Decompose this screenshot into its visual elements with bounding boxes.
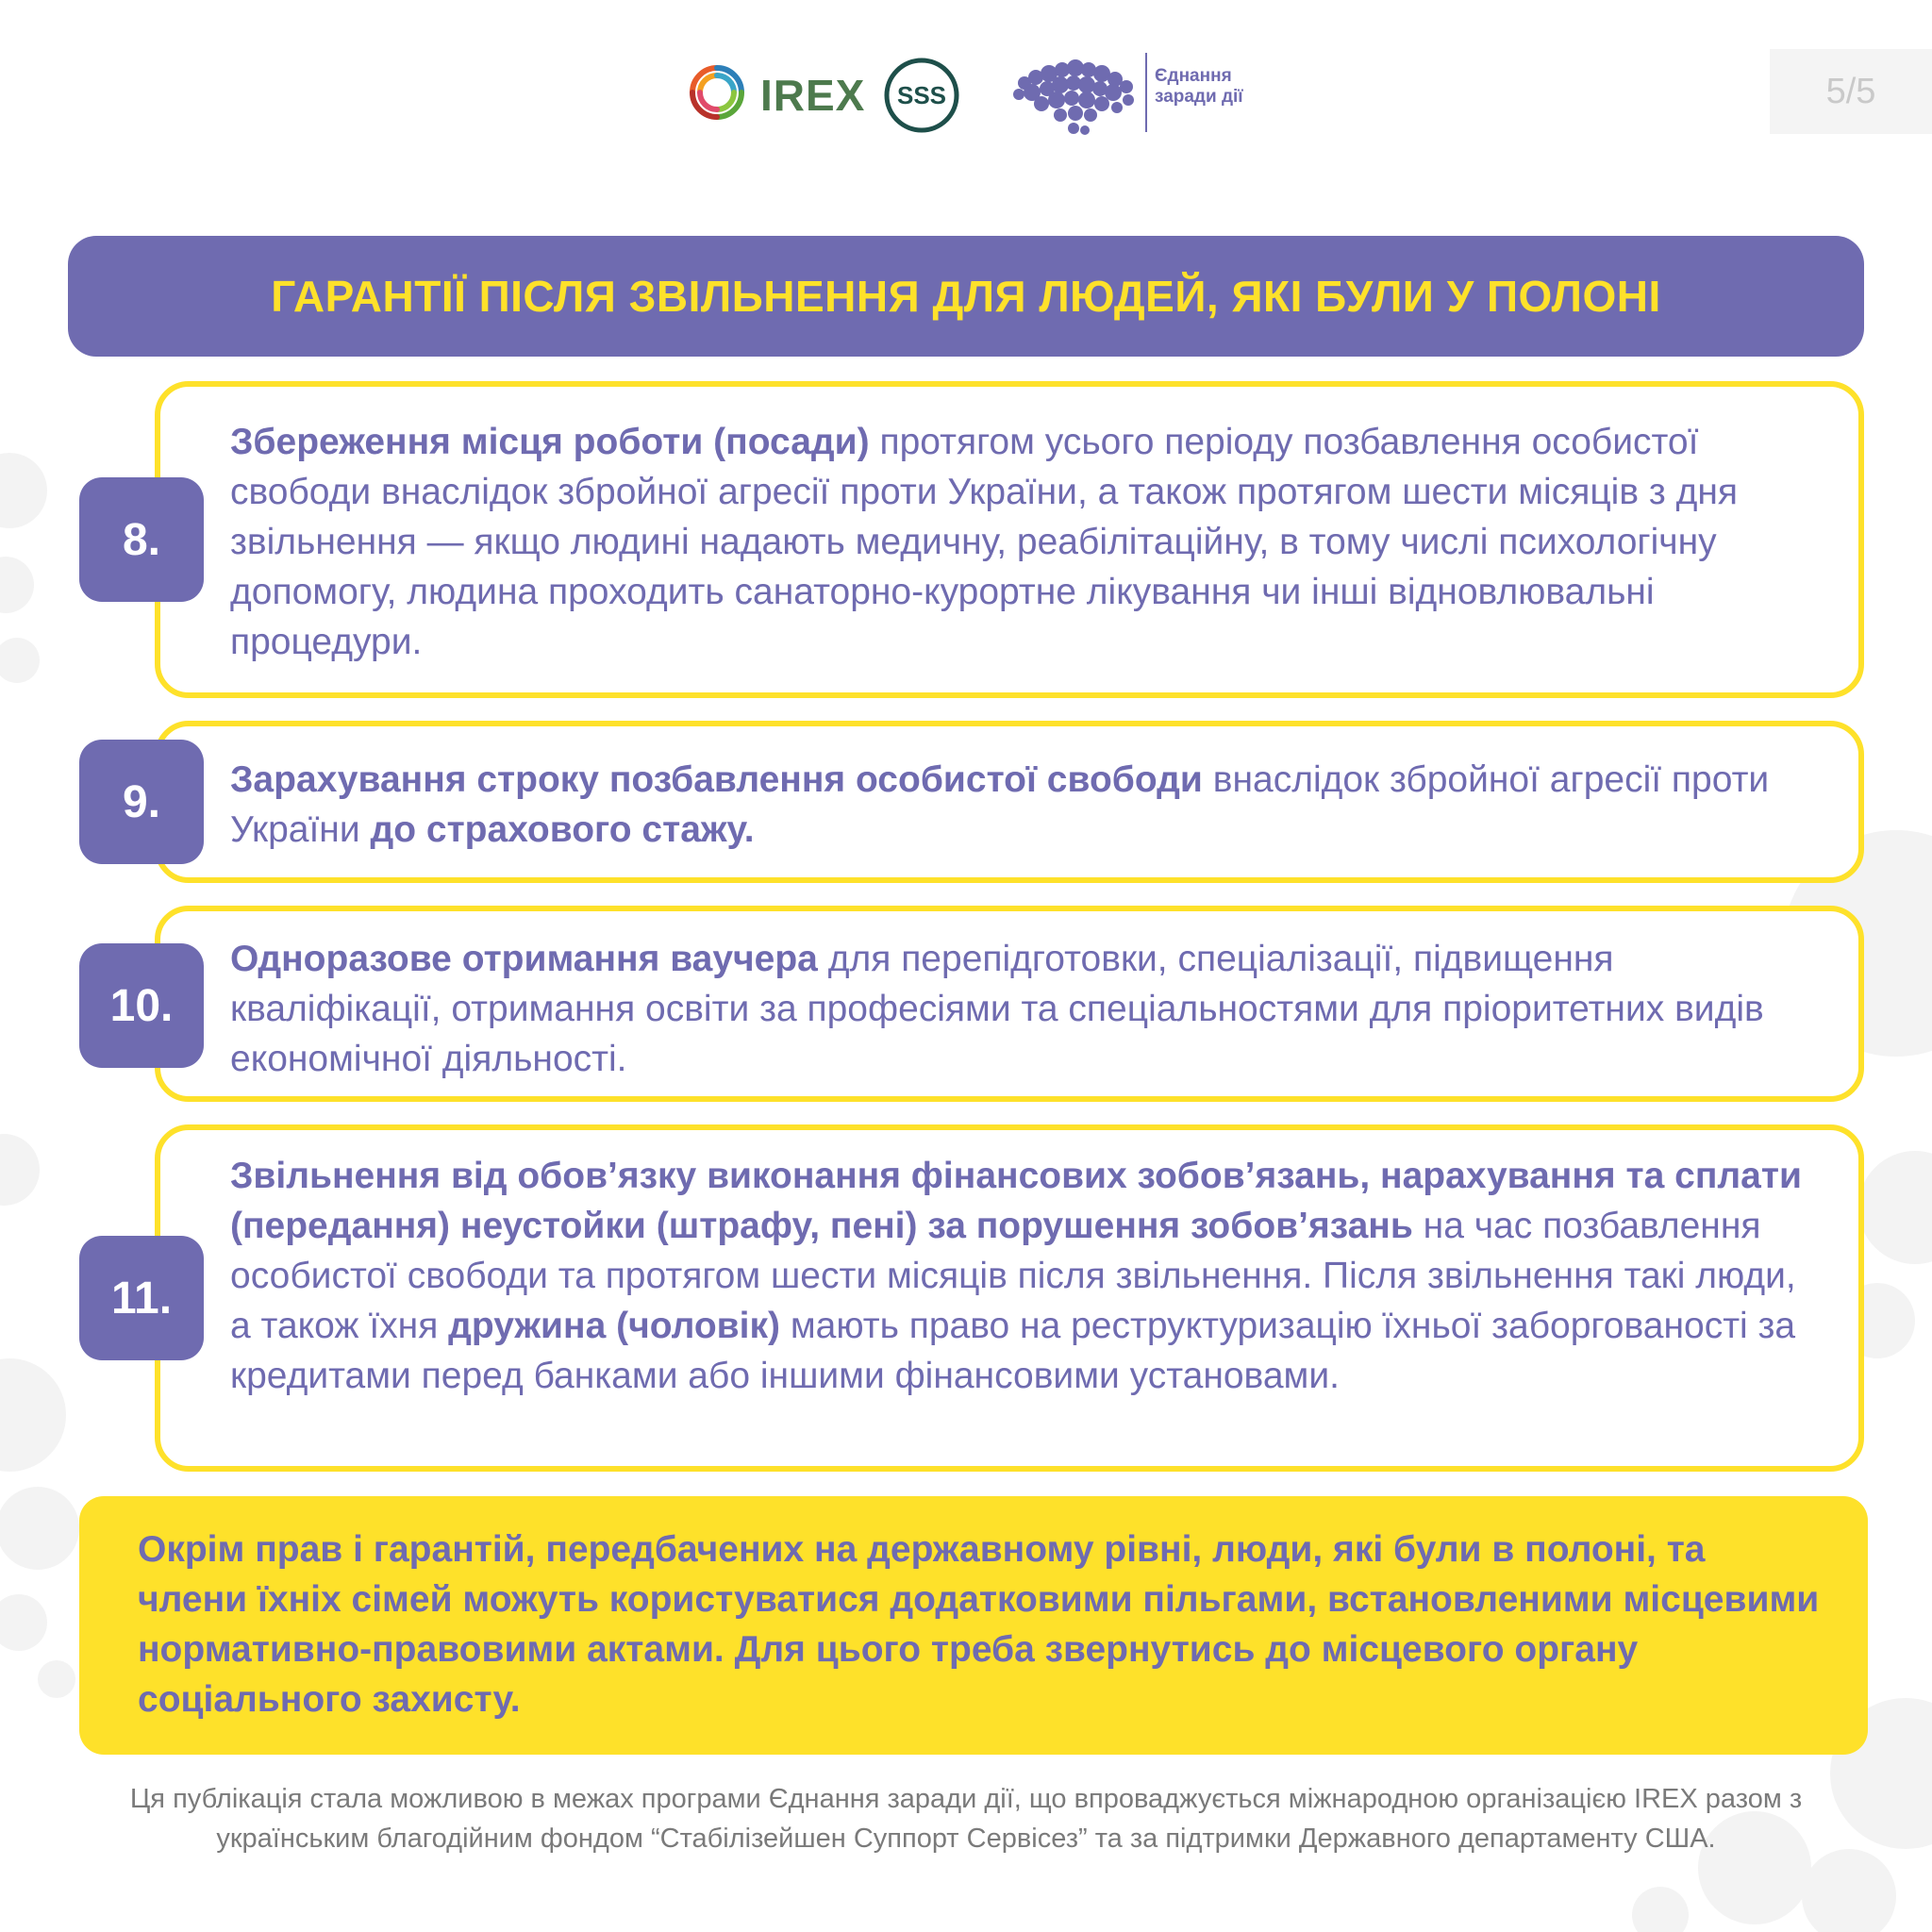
logo-divider xyxy=(1145,53,1147,132)
guarantee-bold-text: Зарахування строку позбавлення особистої свободи xyxy=(230,759,1203,800)
item-number-badge: 8. xyxy=(79,477,204,602)
unity-for-action-logo xyxy=(1008,49,1262,143)
sss-logo-text: SSS xyxy=(896,81,947,109)
footer-line-1: Ця публікація стала можливою в межах програми Єднання заради дії, що впроваджується міжнародною організацією IREX разом з xyxy=(129,1784,1803,1814)
footer-line-2: українським благодійним фондом “Стабілізейшен Суппорт Сервісез” та за підтримки Державного департаменту США. xyxy=(216,1824,1716,1854)
title-banner xyxy=(68,236,1864,357)
guarantee-bold-text: до страхового стажу. xyxy=(370,809,755,850)
item-number-badge: 9. xyxy=(79,740,204,864)
guarantee-regular-text: мають право на реструктуризацію їхньої заборгованості за кредитами перед банками або іншими фінансовими установами. xyxy=(230,1306,1796,1396)
guarantee-text xyxy=(230,1151,1821,1401)
unity-line-2: заради дії xyxy=(1155,86,1243,107)
irex-wordmark: IREX xyxy=(760,71,866,120)
guarantee-bold-text: Звільнення від обов’язку виконання фінансових зобов’язань, нарахування та сплати (передання) неустойки (штрафу, пені) за порушення зобов’язань xyxy=(230,1156,1802,1246)
guarantee-text xyxy=(230,755,1821,855)
guarantee-regular-text: на час позбавлення особистої свободи та протягом шести місяців після звільнення. Після звільнення такі люди, а також їхня xyxy=(230,1206,1796,1346)
note-text: Окрім прав і гарантій, передбачених на державному рівні, люди, які були в полоні, та члени їхніх сімей можуть користуватися додатковими пільгами, встановленими місцевими нормативно-правовими актами. Для цього треба звернутись до місцевого органу соціального захисту. xyxy=(138,1529,1820,1720)
partner-logos xyxy=(0,49,1932,143)
additional-benefits-note xyxy=(79,1496,1868,1755)
page-title: ГАРАНТІЇ ПІСЛЯ ЗВІЛЬНЕННЯ ДЛЯ ЛЮДЕЙ, ЯКІ БУЛИ У ПОЛОНІ xyxy=(271,272,1661,321)
guarantee-item-11 xyxy=(155,1124,1864,1472)
guarantee-item-8 xyxy=(155,381,1864,698)
irex-logo xyxy=(679,55,866,130)
unity-logo-text xyxy=(1155,66,1243,108)
guarantee-bold-text: дружина (чоловік) xyxy=(448,1306,780,1346)
guarantee-regular-text: внаслідок збройної агресії проти України xyxy=(230,759,1770,850)
item-number-badge: 11. xyxy=(79,1236,204,1360)
guarantee-text xyxy=(230,417,1821,667)
guarantee-regular-text: протягом усього періоду позбавлення особистої свободи внаслідок збройної агресії проти України, а також протягом шести місяців з дня звільнення — якщо людині надають медичну, реабілітаційну, в тому числі психологічну допомогу, людина проходить санаторно-курортне лікування чи інші відновлювальні процедури. xyxy=(230,422,1739,662)
guarantee-item-10 xyxy=(155,906,1864,1102)
footer-disclaimer xyxy=(57,1779,1875,1858)
guarantee-regular-text: для перепідготовки, спеціалізації, підвищення кваліфікації, отримання освіти за професіями та спеціальностями для пріоритетних видів економічної діяльності. xyxy=(230,939,1764,1079)
sss-logo xyxy=(883,57,960,134)
item-number-badge: 10. xyxy=(79,943,204,1068)
unity-line-1: Єднання xyxy=(1155,66,1232,86)
page-indicator: 5/5 xyxy=(1770,49,1932,134)
ukraine-map-icon xyxy=(1008,49,1140,143)
irex-emblem-icon xyxy=(679,55,758,130)
guarantee-text xyxy=(230,934,1821,1084)
guarantee-bold-text: Збереження місця роботи (посади) xyxy=(230,422,870,462)
guarantee-bold-text: Одноразове отримання ваучера xyxy=(230,939,818,979)
guarantee-item-9 xyxy=(155,721,1864,883)
